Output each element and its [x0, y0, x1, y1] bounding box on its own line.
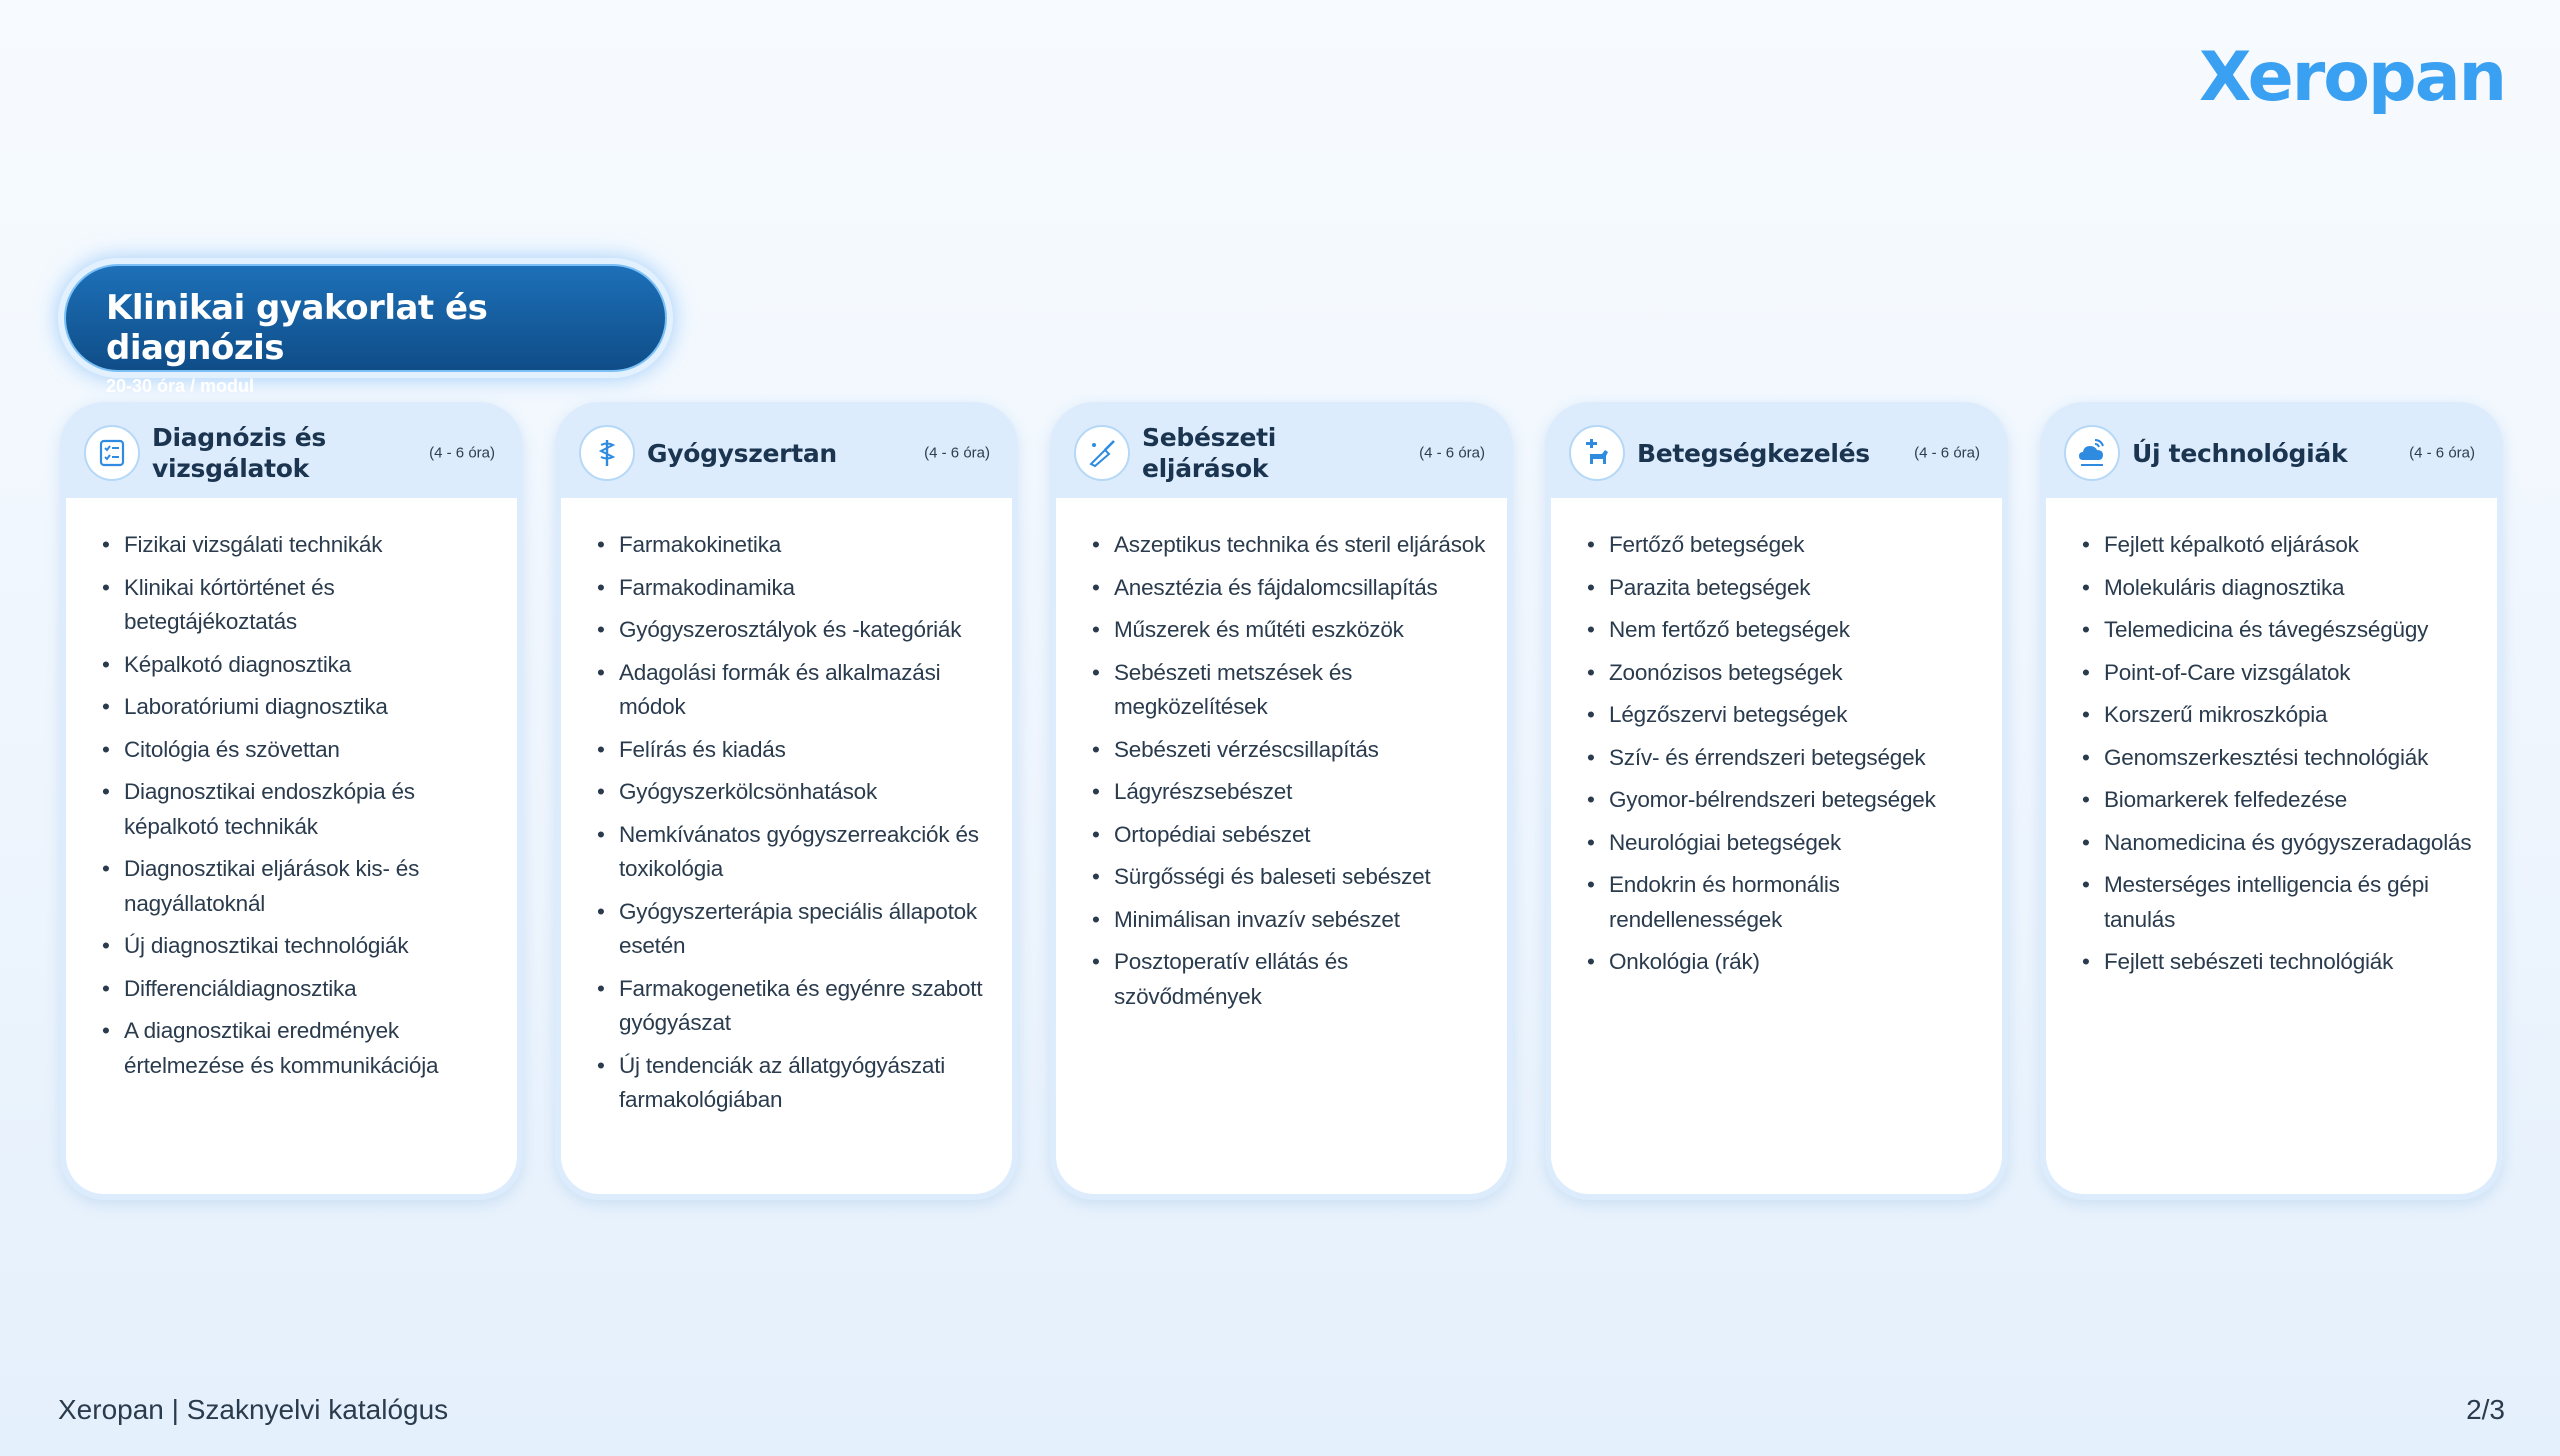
card-body — [1551, 498, 2002, 1194]
card-hours: (4 - 6 óra) — [2409, 444, 2475, 462]
list-item: • Gyógyszerosztályok és -kategóriák — [601, 613, 992, 648]
card-body — [1056, 498, 1507, 1194]
list-item: • Aszeptikus technika és steril eljárások — [1096, 528, 1487, 563]
footer-catalog-label: Xeropan | Szaknyelvi katalógus — [58, 1394, 449, 1425]
checklist-icon — [84, 425, 140, 481]
list-item: • Klinikai kórtörténet és betegtájékoztatás — [106, 571, 497, 640]
list-item: • Sürgősségi és baleseti sebészet — [1096, 860, 1487, 895]
list-item: • Parazita betegségek — [1591, 571, 1982, 606]
list-item: • Laboratóriumi diagnosztika — [106, 690, 497, 725]
module-duration: 20-30 óra / modul — [106, 376, 255, 396]
list-item: • Korszerű mikroszkópia — [2086, 698, 2477, 733]
list-item: • Lágyrészsebészet — [1096, 775, 1487, 810]
list-item: • Szív- és érrendszeri betegségek — [1591, 741, 1982, 776]
list-item: • Sebészeti vérzéscsillapítás — [1096, 733, 1487, 768]
module-banner-inner — [64, 264, 667, 396]
list-item: • Ortopédiai sebészet — [1096, 818, 1487, 853]
list-item: • Onkológia (rák) — [1591, 945, 1982, 980]
list-item: • Műszerek és műtéti eszközök — [1096, 613, 1487, 648]
card-title: Gyógyszertan — [647, 438, 837, 468]
card-body — [561, 498, 1012, 1194]
topic-list — [1096, 528, 1487, 1014]
card-disease-management — [1545, 402, 2008, 1200]
list-item: • Neurológiai betegségek — [1591, 826, 1982, 861]
list-item: • A diagnosztikai eredmények értelmezése és kommunikációja — [106, 1014, 497, 1083]
module-banner — [58, 258, 673, 396]
list-item: • Gyógyszerkölcsönhatások — [601, 775, 992, 810]
list-item: • Molekuláris diagnosztika — [2086, 571, 2477, 606]
list-item: • Zoonózisos betegségek — [1591, 656, 1982, 691]
card-diagnosis — [60, 402, 523, 1200]
card-hours: (4 - 6 óra) — [1419, 444, 1485, 462]
list-item: • Új tendenciák az állatgyógyászati farmakológiában — [601, 1049, 992, 1118]
card-header — [561, 408, 1012, 498]
list-item: • Anesztézia és fájdalomcsillapítás — [1096, 571, 1487, 606]
list-item: • Telemedicina és távegészségügy — [2086, 613, 2477, 648]
list-item: • Nanomedicina és gyógyszeradagolás — [2086, 826, 2477, 861]
topic-list — [1591, 528, 1982, 980]
list-item: • Fertőző betegségek — [1591, 528, 1982, 563]
card-hours: (4 - 6 óra) — [924, 444, 990, 462]
list-item: • Farmakogenetika és egyénre szabott gyógyászat — [601, 972, 992, 1041]
card-body — [66, 498, 517, 1194]
card-title: Sebészeti eljárások — [1142, 423, 1277, 483]
list-item: • Fizikai vizsgálati technikák — [106, 528, 497, 563]
list-item: • Differenciáldiagnosztika — [106, 972, 497, 1007]
list-item: • Diagnosztikai eljárások kis- és nagyállatoknál — [106, 852, 497, 921]
card-body — [2046, 498, 2497, 1194]
list-item: • Új diagnosztikai technológiák — [106, 929, 497, 964]
list-item: • Adagolási formák és alkalmazási módok — [601, 656, 992, 725]
list-item: • Fejlett képalkotó eljárások — [2086, 528, 2477, 563]
card-pharmacology — [555, 402, 1018, 1200]
pet-care-icon — [1569, 425, 1625, 481]
topic-cards — [60, 402, 2503, 1200]
list-item: • Point-of-Care vizsgálatok — [2086, 656, 2477, 691]
list-item: • Gyógyszerterápia speciális állapotok esetén — [601, 895, 992, 964]
module-title: Klinikai gyakorlat és diagnózis — [106, 288, 488, 368]
list-item: • Endokrin és hormonális rendellenességek — [1591, 868, 1982, 937]
card-title: Új technológiák — [2132, 438, 2348, 468]
page-number: 2/3 — [2466, 1394, 2505, 1425]
list-item: • Sebészeti metszések és megközelítések — [1096, 656, 1487, 725]
list-item: • Minimálisan invazív sebészet — [1096, 903, 1487, 938]
list-item: • Légzőszervi betegségek — [1591, 698, 1982, 733]
card-hours: (4 - 6 óra) — [1914, 444, 1980, 462]
list-item: • Gyomor-bélrendszeri betegségek — [1591, 783, 1982, 818]
topic-list — [106, 528, 497, 1083]
pharmacy-icon — [579, 425, 635, 481]
list-item: • Posztoperatív ellátás és szövődmények — [1096, 945, 1487, 1014]
list-item: • Farmakodinamika — [601, 571, 992, 606]
list-item: • Biomarkerek felfedezése — [2086, 783, 2477, 818]
card-hours: (4 - 6 óra) — [429, 444, 495, 462]
list-item: • Felírás és kiadás — [601, 733, 992, 768]
xeropan-logo: Xeropan — [2199, 38, 2505, 117]
card-header — [1056, 408, 1507, 498]
card-header — [1551, 408, 2002, 498]
list-item: • Diagnosztikai endoszkópia és képalkotó technikák — [106, 775, 497, 844]
scalpel-icon — [1074, 425, 1130, 481]
list-item: • Fejlett sebészeti technológiák — [2086, 945, 2477, 980]
list-item: • Nemkívánatos gyógyszerreakciók és toxikológia — [601, 818, 992, 887]
card-title: Diagnózis és vizsgálatok — [152, 423, 327, 483]
topic-list — [601, 528, 992, 1118]
list-item: • Genomszerkesztési technológiák — [2086, 741, 2477, 776]
topic-list — [2086, 528, 2477, 980]
card-header — [66, 408, 517, 498]
list-item: • Citológia és szövettan — [106, 733, 497, 768]
card-new-technologies — [2040, 402, 2503, 1200]
cloud-technology-icon — [2064, 425, 2120, 481]
card-title: Betegségkezelés — [1637, 438, 1870, 468]
list-item: • Mesterséges intelligencia és gépi tanulás — [2086, 868, 2477, 937]
list-item: • Képalkotó diagnosztika — [106, 648, 497, 683]
card-surgery — [1050, 402, 1513, 1200]
list-item: • Farmakokinetika — [601, 528, 992, 563]
list-item: • Nem fertőző betegségek — [1591, 613, 1982, 648]
card-header — [2046, 408, 2497, 498]
